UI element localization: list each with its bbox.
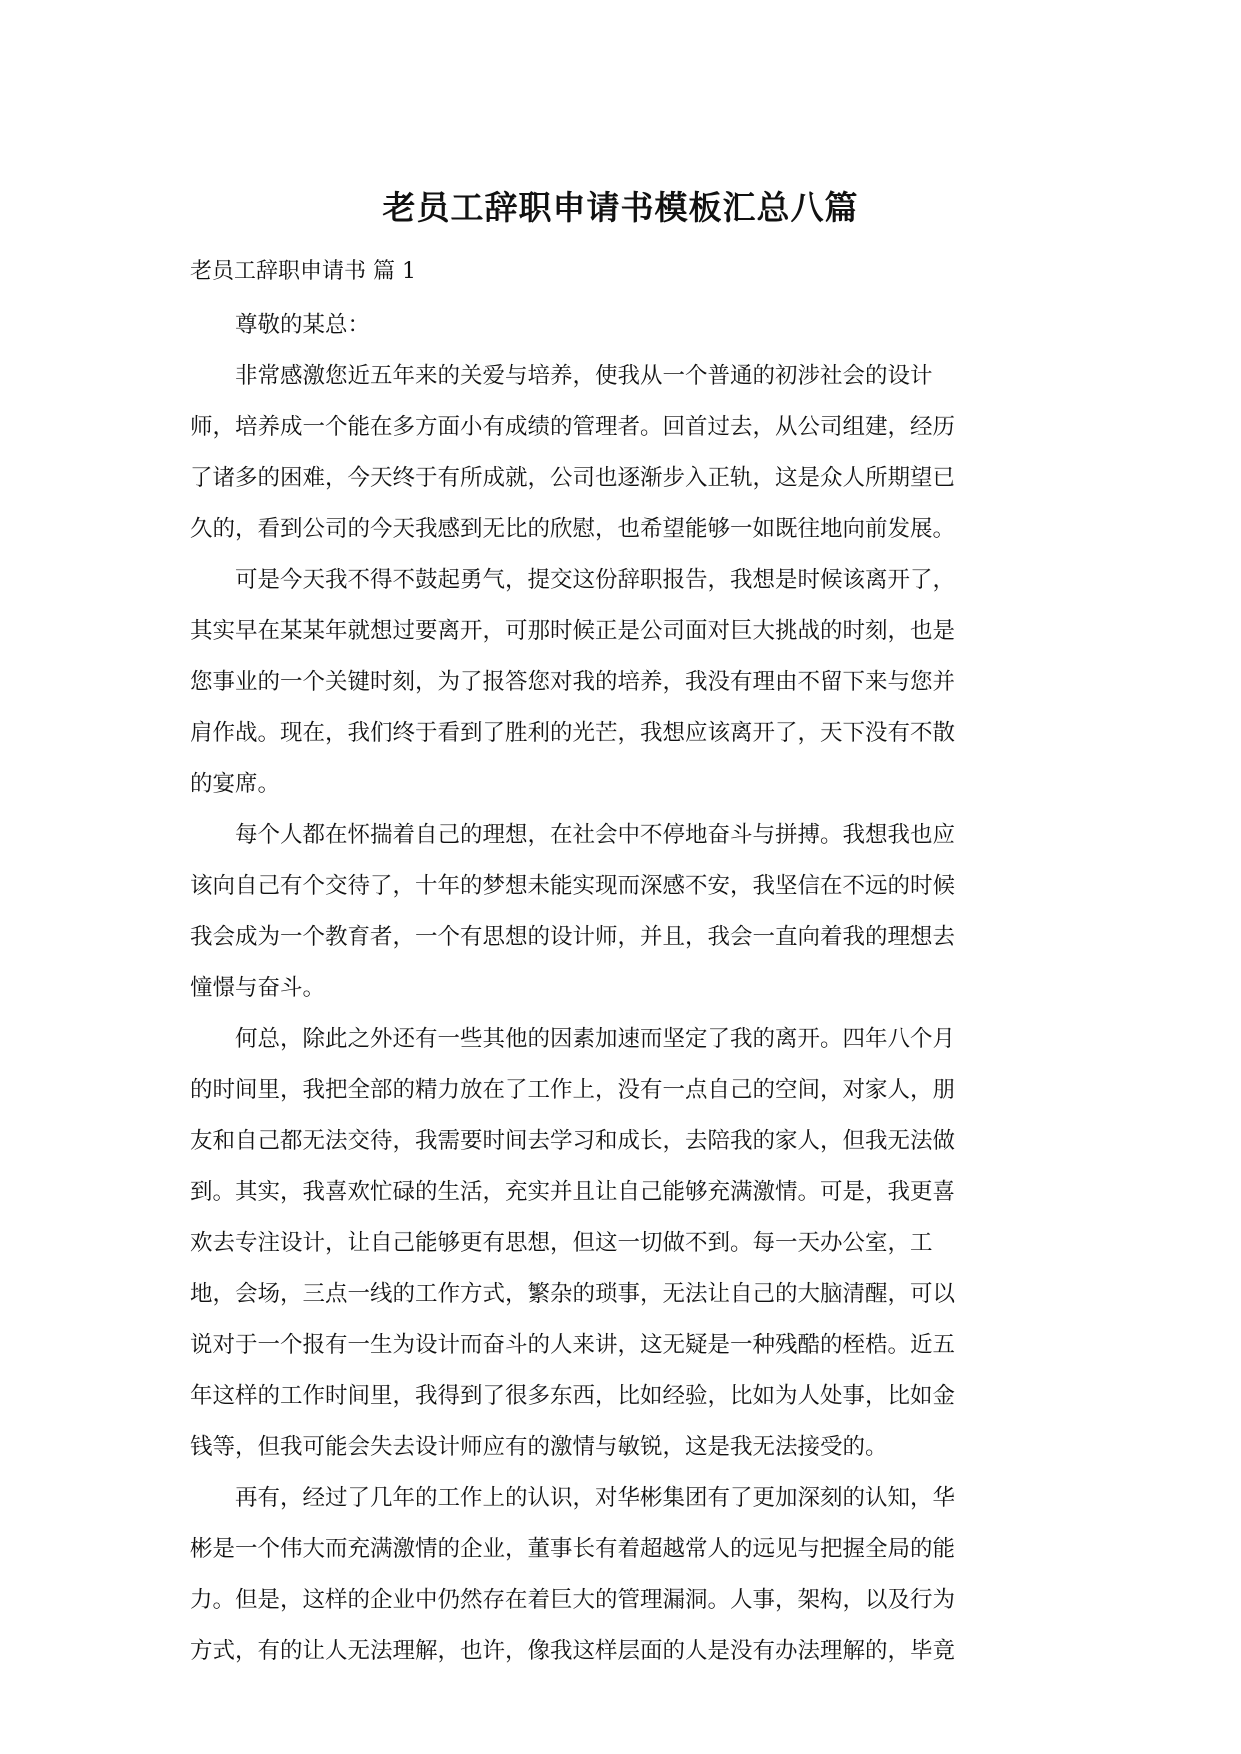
- paragraph-line: 可是今天我不得不鼓起勇气，提交这份辞职报告，我想是时候该离开了，: [235, 567, 956, 593]
- paragraph-line: 非常感激您近五年来的关爱与培养，使我从一个普通的初涉社会的设计: [235, 363, 933, 389]
- paragraph-line: 憧憬与奋斗。: [190, 975, 326, 1001]
- paragraph-list: [190, 351, 1040, 1677]
- paragraph: [190, 810, 1040, 1014]
- paragraph-line: 彬是一个伟大而充满激情的企业，董事长有着超越常人的远见与把握全局的能: [190, 1536, 956, 1562]
- paragraph-line: 的时间里，我把全部的精力放在了工作上，没有一点自己的空间，对家人，朋: [190, 1077, 956, 1103]
- document-body: [190, 300, 1040, 1677]
- paragraph-line: 的宴席。: [190, 771, 281, 797]
- paragraph-line: 久的，看到公司的今天我感到无比的欣慰，也希望能够一如既往地向前发展。: [190, 516, 956, 542]
- paragraph-line: 年这样的工作时间里，我得到了很多东西，比如经验，比如为人处事，比如金: [190, 1383, 956, 1409]
- paragraph: [190, 555, 1040, 810]
- paragraph-line: 方式，有的让人无法理解，也许，像我这样层面的人是没有办法理解的，毕竟: [190, 1638, 956, 1664]
- paragraph-line: 力。但是，这样的企业中仍然存在着巨大的管理漏洞。人事，架构，以及行为: [190, 1587, 956, 1613]
- paragraph-line: 地，会场，三点一线的工作方式，繁杂的琐事，无法让自己的大脑清醒，可以: [190, 1281, 956, 1307]
- paragraph: [190, 1473, 1040, 1677]
- document-title: 老员工辞职申请书模板汇总八篇: [382, 188, 859, 227]
- paragraph-line: 友和自己都无法交待，我需要时间去学习和成长，去陪我的家人，但我无法做: [190, 1128, 956, 1154]
- paragraph-line: 钱等，但我可能会失去设计师应有的激情与敏锐，这是我无法接受的。: [190, 1434, 888, 1460]
- salutation: 尊敬的某总：: [235, 312, 371, 338]
- paragraph: [190, 351, 1040, 555]
- paragraph-line: 其实早在某某年就想过要离开，可那时候正是公司面对巨大挑战的时刻，也是: [190, 618, 956, 644]
- paragraph-line: 再有，经过了几年的工作上的认识，对华彬集团有了更加深刻的认知，华: [235, 1485, 956, 1511]
- section-heading: 老员工辞职申请书 篇 1: [190, 259, 416, 284]
- paragraph-line: 师，培养成一个能在多方面小有成绩的管理者。回首过去，从公司组建，经历: [190, 414, 956, 440]
- paragraph-line: 说对于一个报有一生为设计而奋斗的人来讲，这无疑是一种残酷的桎梏。近五: [190, 1332, 956, 1358]
- paragraph-line: 我会成为一个教育者，一个有思想的设计师，并且，我会一直向着我的理想去: [190, 924, 956, 950]
- paragraph-line: 了诸多的困难，今天终于有所成就，公司也逐渐步入正轨，这是众人所期望已: [190, 465, 956, 491]
- paragraph: [190, 1014, 1040, 1473]
- paragraph-line: 您事业的一个关键时刻，为了报答您对我的培养，我没有理由不留下来与您并: [190, 669, 956, 695]
- paragraph-line: 何总，除此之外还有一些其他的因素加速而坚定了我的离开。四年八个月: [235, 1026, 956, 1052]
- paragraph-line: 肩作战。现在，我们终于看到了胜利的光芒，我想应该离开了，天下没有不散: [190, 720, 956, 746]
- paragraph-line: 该向自己有个交待了，十年的梦想未能实现而深感不安，我坚信在不远的时候: [190, 873, 956, 899]
- paragraph-line: 欢去专注设计，让自己能够更有思想，但这一切做不到。每一天办公室，工: [190, 1230, 933, 1256]
- paragraph-line: 到。其实，我喜欢忙碌的生活，充实并且让自己能够充满激情。可是，我更喜: [190, 1179, 956, 1205]
- paragraph-line: 每个人都在怀揣着自己的理想，在社会中不停地奋斗与拼搏。我想我也应: [235, 822, 956, 848]
